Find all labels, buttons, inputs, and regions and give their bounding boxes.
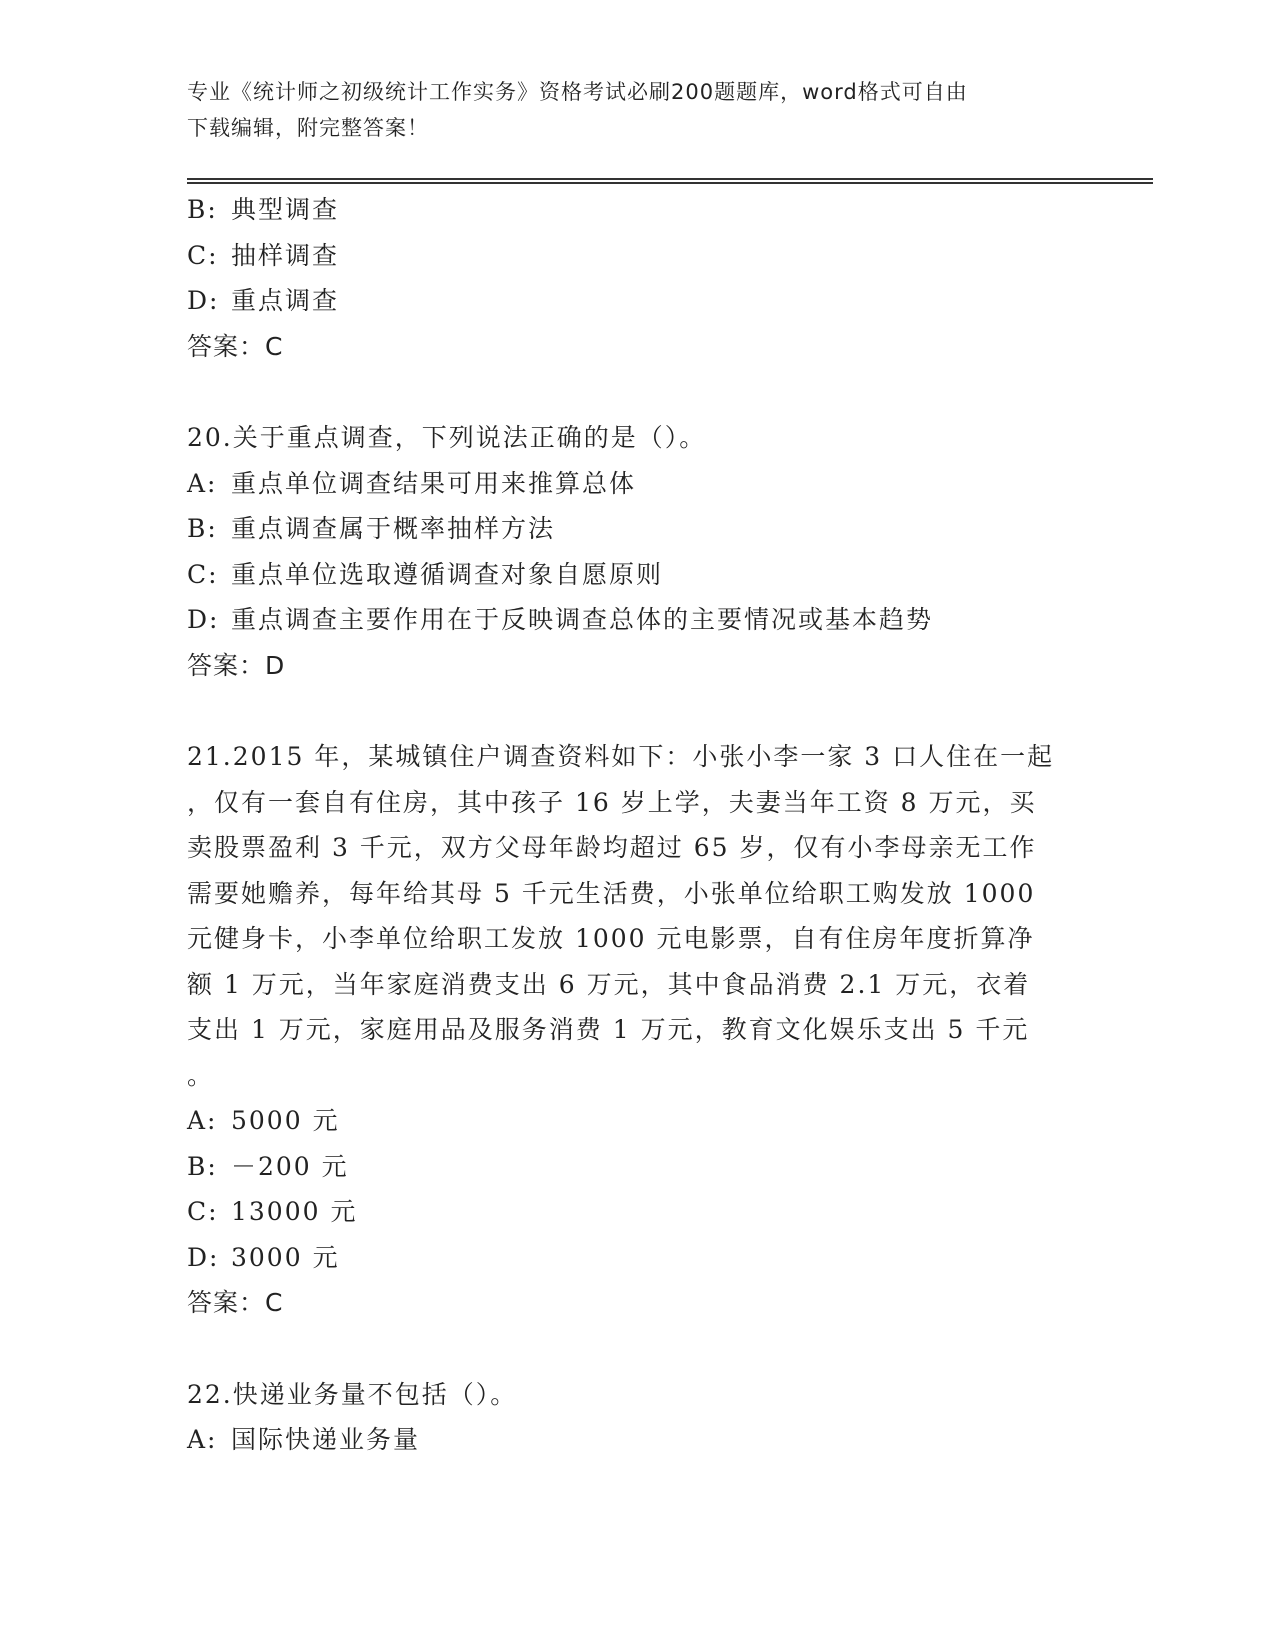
stem-line: 支出 1 万元，家庭用品及服务消费 1 万元，教育文化娱乐支出 5 千元 — [187, 1015, 1030, 1044]
option-c — [187, 1189, 1087, 1235]
option-text: 国际快递业务量 — [231, 1425, 421, 1454]
question-20 — [187, 415, 1087, 688]
stem-line: 额 1 万元，当年家庭消费支出 6 万元，其中食品消费 2.1 万元，衣着 — [187, 969, 1031, 999]
option-b — [187, 506, 1087, 552]
option-text: 典型调查 — [231, 195, 340, 224]
option-letter: C: — [187, 240, 219, 270]
spacer — [187, 369, 1087, 415]
option-letter: B: — [187, 1151, 218, 1181]
option-d — [187, 278, 1087, 324]
answer-line: 答案：C — [187, 331, 284, 361]
answer-line: 答案：C — [187, 1288, 284, 1317]
stem-line: ，仅有一套自有住房，其中孩子 16 岁上学，夫妻当年工资 8 万元，买 — [187, 787, 1037, 817]
option-letter: A: — [187, 468, 218, 498]
question-19-continuation — [187, 187, 1087, 369]
option-letter: B: — [187, 514, 218, 543]
option-letter: C: — [187, 1197, 219, 1226]
option-d — [187, 597, 1087, 643]
option-letter: C: — [187, 559, 219, 589]
option-text: 重点调查主要作用在于反映调查总体的主要情况或基本趋势 — [231, 605, 934, 634]
option-text: 重点调查 — [231, 286, 340, 315]
option-text: 抽样调查 — [231, 240, 340, 270]
question-stem — [187, 734, 1087, 1098]
option-c — [187, 552, 1087, 598]
option-text: 3000 元 — [231, 1242, 340, 1272]
question-stem: 20.关于重点调查，下列说法正确的是（）。 — [187, 423, 707, 452]
question-22 — [187, 1372, 1087, 1463]
option-text: 重点调查属于概率抽样方法 — [231, 514, 556, 543]
stem-line: 需要她赡养，每年给其母 5 千元生活费，小张单位给职工购发放 1000 — [187, 878, 1036, 908]
stem-line: 元健身卡，小李单位给职工发放 1000 元电影票，自有住房年度折算净 — [187, 924, 1035, 953]
option-letter: D: — [187, 1242, 220, 1272]
stem-line: 。 — [187, 1060, 215, 1090]
question-stem: 22.快递业务量不包括（）。 — [187, 1379, 518, 1409]
option-letter: A: — [187, 1425, 218, 1454]
header-line-2: 下载编辑，附完整答案！ — [187, 116, 429, 140]
option-b — [187, 1144, 1087, 1190]
option-text: 13000 元 — [231, 1197, 358, 1226]
answer-line: 答案：D — [187, 650, 286, 680]
option-text: －200 元 — [231, 1151, 349, 1181]
document-header — [187, 74, 1087, 146]
header-line-1: 专业《统计师之初级统计工作实务》资格考试必刷200题题库，word格式可自由 — [187, 80, 968, 104]
option-letter: B: — [187, 195, 218, 224]
document-body — [187, 187, 1087, 1463]
option-a — [187, 1098, 1087, 1144]
option-text: 重点单位选取遵循调查对象自愿原则 — [231, 559, 664, 589]
stem-line: 21.2015 年，某城镇住户调查资料如下：小张小李一家 3 口人住在一起 — [187, 742, 1055, 771]
spacer — [187, 688, 1087, 734]
option-text: 5000 元 — [231, 1106, 340, 1135]
option-text: 重点单位调查结果可用来推算总体 — [231, 468, 637, 498]
spacer — [187, 1326, 1087, 1372]
header-divider-top — [187, 178, 1153, 180]
option-a — [187, 461, 1087, 507]
option-b — [187, 187, 1087, 233]
option-c — [187, 233, 1087, 279]
option-d — [187, 1235, 1087, 1281]
stem-line: 卖股票盈利 3 千元，双方父母年龄均超过 65 岁，仅有小李母亲无工作 — [187, 833, 1037, 862]
option-letter: D: — [187, 286, 220, 315]
header-divider-bottom — [187, 182, 1153, 184]
question-21 — [187, 734, 1087, 1326]
option-a — [187, 1417, 1087, 1463]
option-letter: D: — [187, 605, 220, 634]
option-letter: A: — [187, 1106, 218, 1135]
